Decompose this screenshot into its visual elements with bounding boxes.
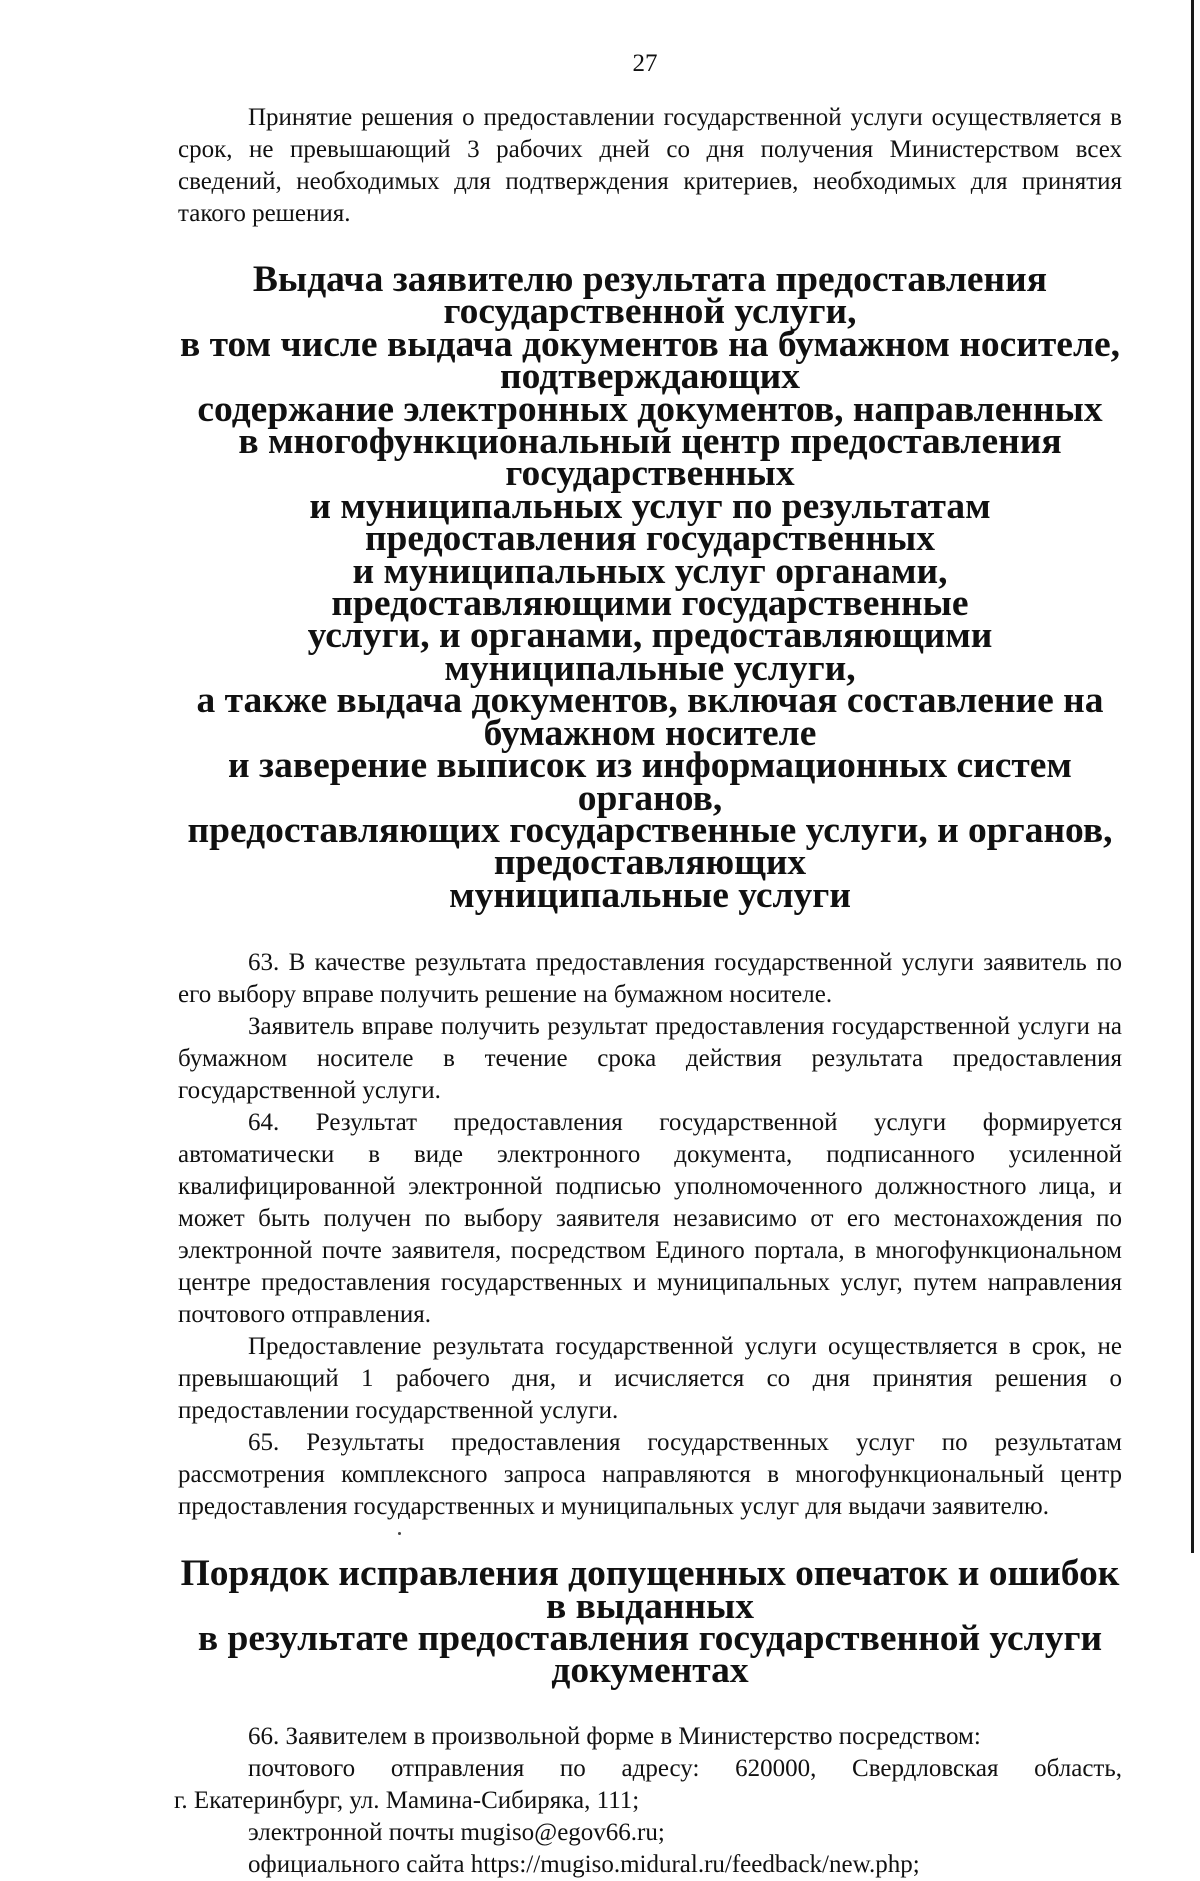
document-body xyxy=(174,102,1122,1881)
heading-line: в том числе выдача документов на бумажном носителе, подтверждающих xyxy=(179,323,1121,398)
email-line: электронной почты mugiso@egov66.ru; xyxy=(248,1818,665,1846)
scan-edge-line xyxy=(1191,0,1194,1553)
heading-line: и заверение выписок из информационных систем органов, xyxy=(228,745,1072,819)
section-heading-error-correction xyxy=(178,1553,1122,1692)
paragraph-64-continuation: Предоставление результата государственной услуги осуществляется в срок, не превышающий 1 рабочего дня, и исчисляется со дня принятия решения о предоставлении государственной услуги. xyxy=(178,1333,1122,1425)
heading-line: а также выдача документов, включая составление на бумажном носителе xyxy=(196,680,1104,754)
paragraph-66: 66. Заявителем в произвольной форме в Министерство посредством: xyxy=(248,1722,981,1750)
heading-line: в результате предоставления государственной услуги документах xyxy=(197,1617,1103,1692)
heading-line: предоставляющих государственные услуги, и органов, предоставляющих xyxy=(187,809,1113,884)
heading-line: и муниципальных услуг по результатам предоставления государственных xyxy=(309,485,991,560)
paragraph-63: 63. В качестве результата предоставления государственной услуги заявитель по его выбору вправе получить решение на бумажном носителе. xyxy=(178,949,1122,1009)
intro-paragraph: Принятие решения о предоставлении государственной услуги осуществляется в срок, не превышающий 3 рабочих дней со дня получения Министерством всех сведений, необходимых для подтверждения критериев, необходимых для принятия такого решения. xyxy=(178,104,1122,227)
heading-line: муниципальные услуги xyxy=(449,874,851,916)
paragraph-63-continuation: Заявитель вправе получить результат предоставления государственной услуги на бумажном носителе в течение срока действия результата предоставления государственной услуги. xyxy=(178,1013,1122,1105)
heading-line: Выдача заявителю результата предоставления государственной услуги, xyxy=(252,259,1048,333)
paragraph-65: 65. Результаты предоставления государственных услуг по результатам рассмотрения комплексного запроса направляются в многофункциональный центр предоставления государственных и муниципальных услуг для выдачи заявителю. xyxy=(178,1429,1122,1521)
heading-line: Порядок исправления допущенных опечаток и ошибок в выданных xyxy=(180,1553,1120,1627)
heading-line: услуги, и органами, предоставляющими муниципальные услуги, xyxy=(307,615,993,689)
heading-line: содержание электронных документов, направленных xyxy=(197,388,1103,430)
scan-speck xyxy=(398,1532,401,1535)
section-heading-result-issuance xyxy=(178,259,1122,916)
heading-line: и муниципальных услуг органами, предоставляющими государственные xyxy=(331,550,969,625)
heading-line: в многофункциональный центр предоставления государственных xyxy=(238,421,1062,495)
postal-address-line: почтового отправления по адресу: 620000, Свердловская область, xyxy=(248,1754,1122,1782)
postal-address-continuation: г. Екатеринбург, ул. Мамина-Сибиряка, 111; xyxy=(174,1786,640,1814)
website-line: официального сайта https://mugiso.midural.ru/feedback/new.php; xyxy=(248,1850,920,1878)
paragraph-64: 64. Результат предоставления государственной услуги формируется автоматически в виде электронного документа, подписанного усиленной квалифицированной электронной подписью уполномоченного должностного лица, и может быть получен по выбору заявителя независимо от его местонахождения по электронной почте заявителя, посредством Единого портала, в многофункциональном центре предоставления государственных и муниципальных услуг, путем направления почтового отправления. xyxy=(178,1109,1122,1329)
page-number: 27 xyxy=(632,50,658,77)
